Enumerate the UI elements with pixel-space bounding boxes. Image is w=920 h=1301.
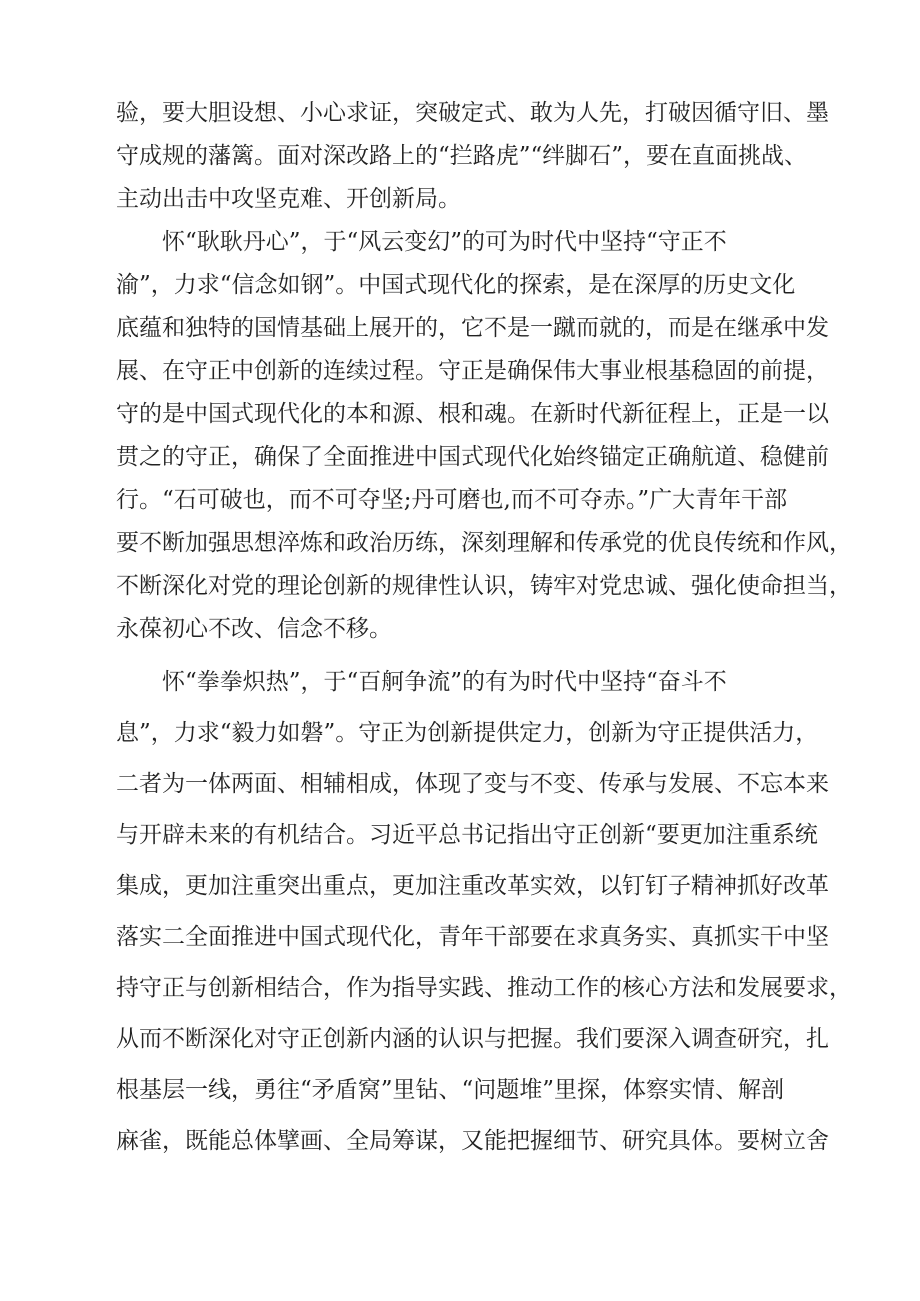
text-line: 永葆初心不改、信念不移。 [116, 616, 392, 642]
text-line: 息”，力求“毅力如磐”。守正为创新提供定力，创新为守正提供活力， [116, 720, 819, 746]
text-line: 底蕴和独特的国情基础上展开的，它不是一蹴而就的，而是在继承中发 [116, 315, 829, 341]
text-line: 与开辟未来的有机结合。习近平总书记指出守正创新“要更加注重系统 [116, 822, 818, 848]
text-line: 集成，更加注重突出重点，更加注重改革实效，以钉钉子精神抓好改革 [116, 873, 829, 899]
text-line: 行。“石可破也，而不可夺坚;丹可磨也,而不可夺赤。”广大青年干部 [116, 487, 788, 513]
text-line: 守成规的藩篱。面对深改路上的“拦路虎”“绊脚石”，要在直面挑战、 [116, 143, 808, 169]
text-line: 从而不断深化对守正创新内涵的认识与把握。我们要深入调查研究，扎 [116, 1026, 829, 1052]
text-line: 展、在守正中创新的连续过程。守正是确保伟大事业根基稳固的前提， [116, 358, 829, 384]
paragraph-first-line: 怀“耿耿丹心”，于“风云变幻”的可为时代中坚持“守正不 [162, 229, 727, 255]
text-line: 要不断加强思想淬炼和政治历练，深刻理解和传承党的优良传统和作风， [116, 530, 852, 556]
text-line: 根基层一线，勇往“矛盾窝”里钻、“问题堆”里探，体察实情、解剖 [116, 1077, 785, 1103]
text-line: 落实二全面推进中国式现代化，青年干部要在求真务实、真抓实干中坚 [116, 924, 829, 950]
text-line: 守的是中国式现代化的本和源、根和魂。在新时代新征程上，正是一以 [116, 401, 829, 427]
paragraph-first-line: 怀“拳拳炽热”，于“百舸争流”的有为时代中坚持“奋斗不 [162, 669, 727, 695]
text-line: 贯之的守正，确保了全面推进中国式现代化始终锚定正确航道、稳健前 [116, 444, 829, 470]
text-line: 渝”，力求“信念如钢”。中国式现代化的探索，是在深厚的历史文化 [116, 272, 796, 298]
text-line: 二者为一体两面、相辅相成，体现了变与不变、传承与发展、不忘本来 [116, 771, 829, 797]
text-line: 持守正与创新相结合，作为指导实践、推动工作的核心方法和发展要求， [116, 975, 852, 1001]
text-line: 验，要大胆设想、小心求证，突破定式、敢为人先，打破因循守旧、墨 [116, 100, 829, 126]
text-line: 麻雀，既能总体擘画、全局筹谋，又能把握细节、研究具体。要树立舍 [116, 1128, 829, 1154]
text-line: 不断深化对党的理论创新的规律性认识，铸牢对党忠诚、强化使命担当， [116, 573, 852, 599]
text-line: 主动出击中攻坚克难、开创新局。 [116, 186, 461, 212]
